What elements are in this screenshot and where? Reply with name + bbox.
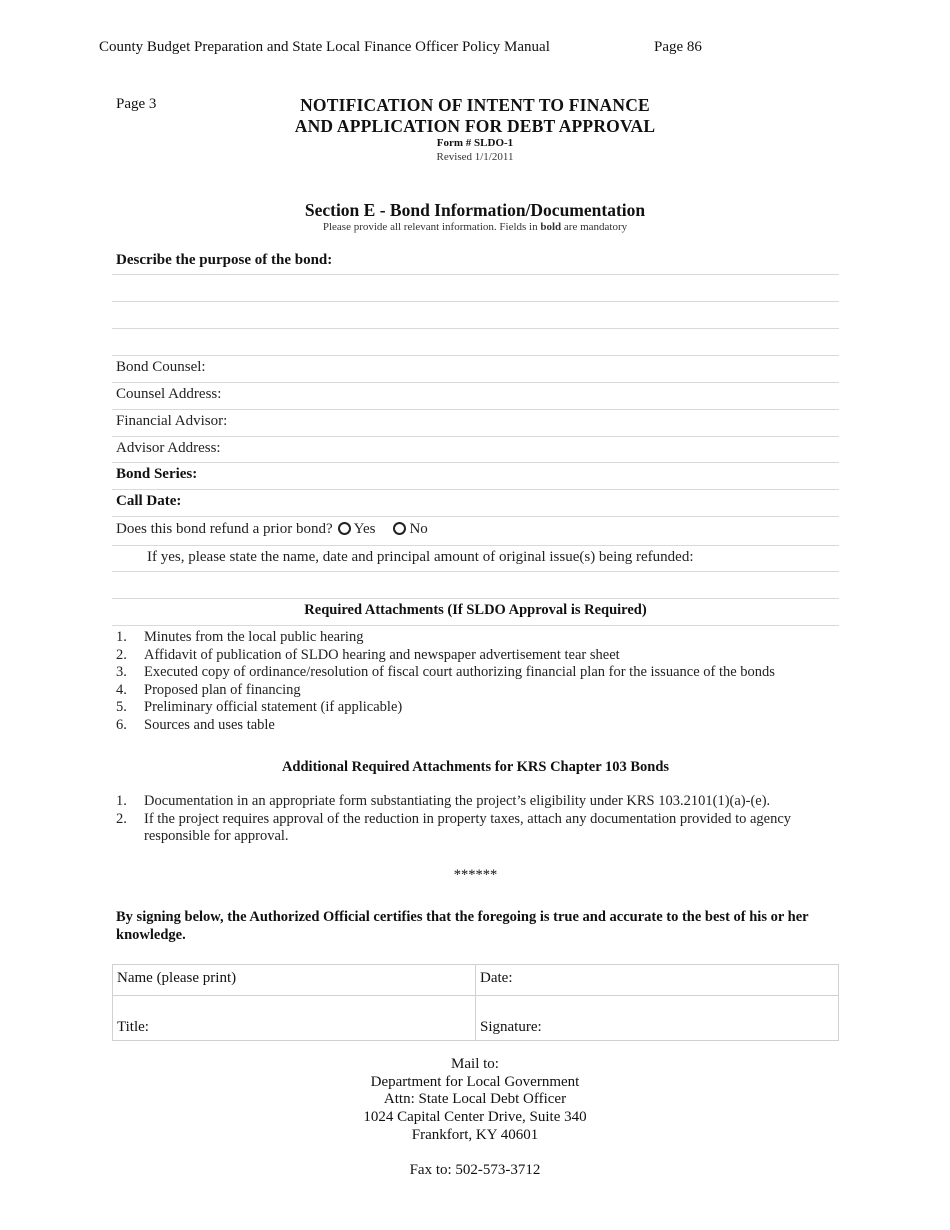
revised-date: Revised 1/1/2011 [436,151,514,163]
refund-followup-label: If yes, please state the name, date and principal amount of original issue(s) being refunded: [147,549,694,565]
list-item: 4. Proposed plan of financing [116,682,301,698]
list-item-continuation: responsible for approval. [144,828,289,844]
list-item: 5. Preliminary official statement (if applicable) [116,699,403,715]
list-item: 2. Affidavit of publication of SLDO hearing and newspaper advertisement tear sheet [116,647,620,663]
fax-number: Fax to: 502-573-3712 [409,1162,541,1178]
mail-label: Mail to: [451,1056,499,1072]
list-item: 2. If the project requires approval of the reduction in property taxes, attach any documentation provided to agency [116,811,792,827]
row-divider [112,625,839,626]
advisor-address-label: Advisor Address: [116,440,221,456]
mail-line: Attn: State Local Debt Officer [383,1091,567,1108]
form-title-line2: AND APPLICATION FOR DEBT APPROVAL [294,116,656,136]
mail-line: Frankfort, KY 40601 [411,1126,539,1143]
mail-line: 1024 Capital Center Drive, Suite 340 [363,1109,587,1126]
section-note-before: Please provide all relevant information. Fields in [322,221,541,233]
name-cell[interactable] [113,965,476,996]
title-label: Title: [117,1019,149,1035]
title-cell[interactable] [113,996,476,1041]
section-note [150,221,800,233]
form-page-label: Page 3 [116,96,157,112]
date-label: Date: [480,970,513,986]
name-label: Name (please print) [117,970,237,986]
purpose-input-line[interactable] [112,355,839,356]
bond-series-label: Bond Series: [116,466,198,482]
signature-cell[interactable] [476,996,839,1041]
purpose-input-line[interactable] [112,301,839,302]
list-item: 1. Minutes from the local public hearing [116,629,364,645]
mail-block [200,1056,750,1145]
refund-details-field[interactable] [112,598,839,599]
required-attachments-title: Required Attachments (If SLDO Approval is Required) [304,602,647,618]
refund-no-radio[interactable] [393,522,406,535]
refund-yes-radio[interactable] [338,522,351,535]
row-divider [112,545,839,546]
list-item: 3. Executed copy of ordinance/resolution of fiscal court authorizing financial plan for the issuance of the bonds [116,664,775,680]
mail-line: Department for Local Government [370,1073,580,1090]
refund-yes-label: Yes [353,521,376,537]
row-divider [112,274,839,275]
counsel-address-label: Counsel Address: [116,386,222,402]
refund-question-row [116,521,428,538]
additional-attachments-title: Additional Required Attachments for KRS Chapter 103 Bonds [281,759,670,775]
list-item: 1. Documentation in an appropriate form substantiating the project’s eligibility under KRS 103.2101(1)(a)-(e). [116,793,771,809]
refund-no-label: No [409,521,428,537]
advisor-address-field[interactable] [112,462,839,463]
form-number: Form # SLDO-1 [436,137,514,149]
section-note-after: are mandatory [561,221,628,233]
signature-table [112,964,839,1041]
purpose-input-line[interactable] [112,328,839,329]
list-item: 6. Sources and uses table [116,717,275,733]
refund-question-label: Does this bond refund a prior bond? [116,521,333,537]
form-title-line1: NOTIFICATION OF INTENT TO FINANCE [300,95,650,115]
call-date-label: Call Date: [116,493,182,509]
bond-series-field[interactable] [112,489,839,490]
signature-label: Signature: [480,1019,542,1035]
financial-advisor-field[interactable] [112,436,839,437]
bond-counsel-label: Bond Counsel: [116,359,206,375]
call-date-field[interactable] [112,516,839,517]
purpose-label: Describe the purpose of the bond: [116,252,333,268]
section-note-bold: bold [540,221,562,233]
refund-details-field[interactable] [112,571,839,572]
manual-title: County Budget Preparation and State Local Finance Officer Policy Manual [99,39,550,55]
date-cell[interactable] [476,965,839,996]
page-number: Page 86 [654,39,702,55]
separator: ****** [453,867,498,883]
financial-advisor-label: Financial Advisor: [116,413,228,429]
certification-statement: By signing below, the Authorized Official certifies that the foregoing is true and accurate to the best of his or her knowledge. [116,909,809,943]
bond-counsel-field[interactable] [112,382,839,383]
section-title: Section E - Bond Information/Documentation [304,200,646,220]
counsel-address-field[interactable] [112,409,839,410]
